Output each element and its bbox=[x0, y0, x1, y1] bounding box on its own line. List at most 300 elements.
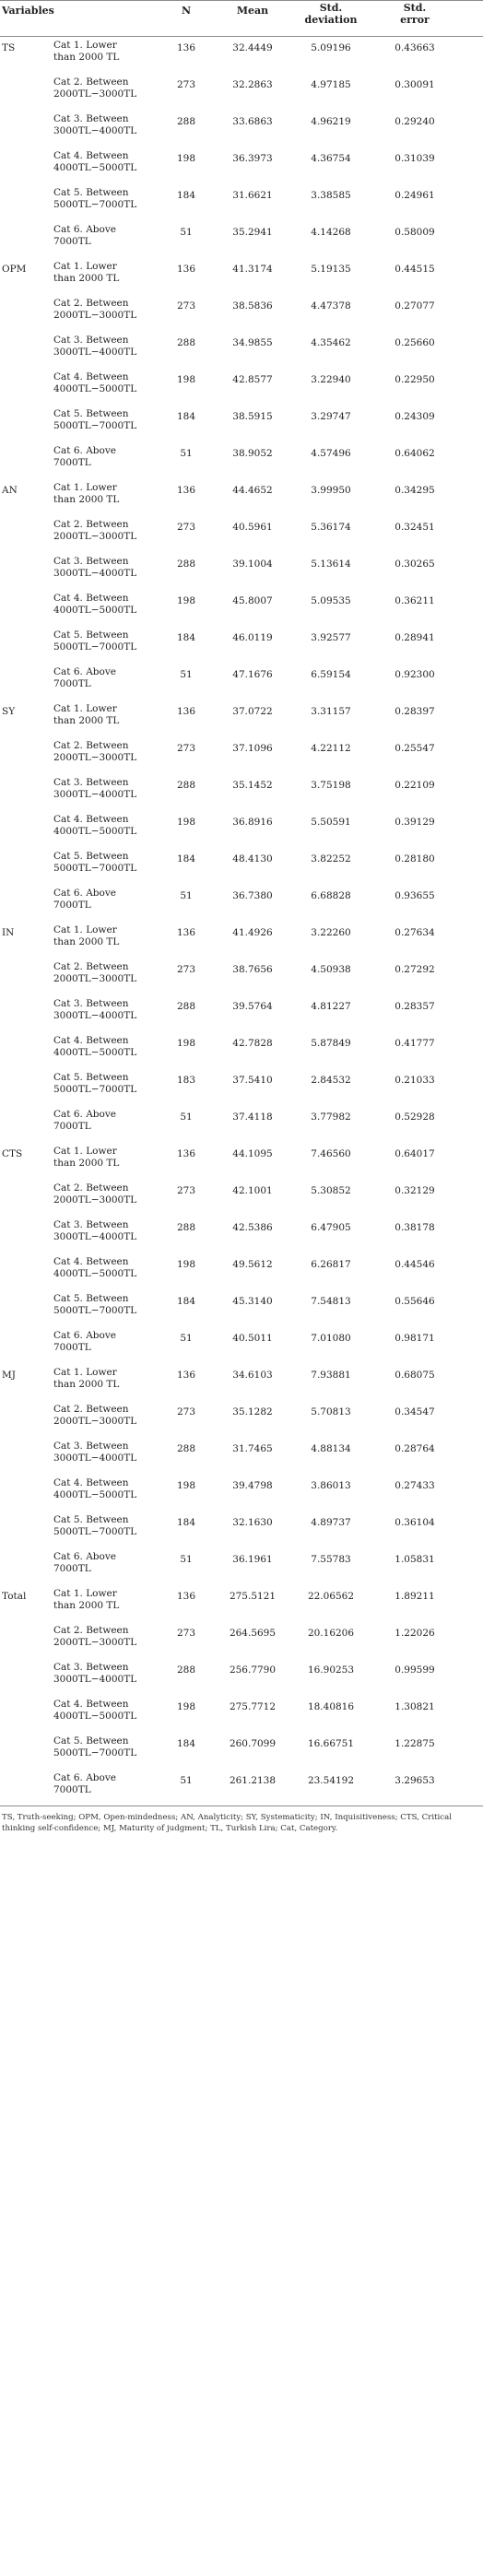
cell-std-error: 1.89211 bbox=[395, 1591, 435, 1602]
cell-category: Cat 6. Above 7000TL bbox=[53, 1551, 116, 1574]
cell-mean: 256.7790 bbox=[229, 1664, 277, 1676]
table-row bbox=[0, 1253, 483, 1290]
table-row bbox=[0, 1364, 483, 1401]
table-row bbox=[0, 1438, 483, 1475]
cell-mean: 35.1282 bbox=[232, 1406, 273, 1417]
cell-mean: 36.7380 bbox=[232, 890, 273, 901]
table-row bbox=[0, 627, 483, 664]
cell-n: 198 bbox=[176, 1701, 196, 1712]
table-row bbox=[0, 479, 483, 516]
cell-mean: 45.8007 bbox=[232, 595, 273, 606]
cell-std-deviation: 20.16206 bbox=[307, 1628, 355, 1639]
cell-std-deviation: 7.54813 bbox=[311, 1296, 351, 1307]
cell-category: Cat 6. Above 7000TL bbox=[53, 445, 116, 468]
table-row bbox=[0, 1327, 483, 1364]
cell-std-deviation: 16.66751 bbox=[307, 1738, 355, 1749]
cell-n: 136 bbox=[176, 485, 196, 496]
cell-n: 288 bbox=[176, 116, 196, 127]
table-row bbox=[0, 147, 483, 184]
cell-std-error: 0.28397 bbox=[395, 706, 435, 717]
table-row bbox=[0, 885, 483, 922]
cell-category: Cat 4. Between 4000TL−5000TL bbox=[53, 593, 137, 616]
cell-variable: MJ bbox=[2, 1370, 16, 1381]
cell-category: Cat 1. Lower than 2000 TL bbox=[53, 1588, 120, 1611]
table-row bbox=[0, 922, 483, 959]
cell-n: 288 bbox=[176, 1222, 196, 1233]
table-row bbox=[0, 1585, 483, 1622]
cell-n: 184 bbox=[176, 1738, 196, 1749]
cell-std-error: 0.55646 bbox=[395, 1296, 435, 1307]
cell-mean: 41.3174 bbox=[232, 264, 273, 275]
cell-std-error: 0.32129 bbox=[395, 1185, 435, 1196]
cell-category: Cat 2. Between 2000TL−3000TL bbox=[53, 961, 137, 984]
cell-std-deviation: 18.40816 bbox=[307, 1701, 355, 1712]
cell-n: 273 bbox=[176, 743, 196, 754]
table-row bbox=[0, 664, 483, 700]
cell-category: Cat 4. Between 4000TL−5000TL bbox=[53, 371, 137, 394]
cell-mean: 38.7656 bbox=[232, 964, 273, 975]
cell-std-deviation: 4.57496 bbox=[311, 448, 351, 459]
cell-std-error: 0.68075 bbox=[395, 1370, 435, 1381]
cell-std-error: 0.30265 bbox=[395, 559, 435, 570]
cell-std-deviation: 3.38585 bbox=[311, 190, 351, 201]
cell-mean: 36.3973 bbox=[232, 153, 273, 164]
cell-std-deviation: 4.47378 bbox=[311, 300, 351, 312]
cell-std-deviation: 6.47905 bbox=[311, 1222, 351, 1233]
cell-mean: 37.5410 bbox=[232, 1075, 273, 1086]
cell-std-deviation: 5.36174 bbox=[311, 522, 351, 533]
cell-category: Cat 4. Between 4000TL−5000TL bbox=[53, 814, 137, 837]
cell-category: Cat 1. Lower than 2000 TL bbox=[53, 703, 120, 726]
cell-mean: 275.5121 bbox=[229, 1591, 277, 1602]
cell-std-error: 1.30821 bbox=[395, 1701, 435, 1712]
cell-n: 183 bbox=[176, 1075, 196, 1086]
cell-n: 198 bbox=[176, 595, 196, 606]
cell-std-error: 0.38178 bbox=[395, 1222, 435, 1233]
cell-category: Cat 1. Lower than 2000 TL bbox=[53, 482, 120, 505]
cell-std-deviation: 4.14268 bbox=[311, 227, 351, 238]
table-row bbox=[0, 221, 483, 258]
cell-mean: 39.5764 bbox=[232, 1001, 273, 1012]
cell-mean: 37.1096 bbox=[232, 743, 273, 754]
cell-mean: 264.5695 bbox=[229, 1628, 277, 1639]
cell-n: 136 bbox=[176, 264, 196, 275]
table-row bbox=[0, 1180, 483, 1217]
cell-std-error: 0.44515 bbox=[395, 264, 435, 275]
cell-mean: 39.1004 bbox=[232, 559, 273, 570]
cell-std-error: 0.27433 bbox=[395, 1480, 435, 1491]
cell-category: Cat 3. Between 3000TL−4000TL bbox=[53, 1219, 137, 1242]
cell-n: 198 bbox=[176, 153, 196, 164]
cell-std-deviation: 3.92577 bbox=[311, 632, 351, 643]
cell-category: Cat 6. Above 7000TL bbox=[53, 666, 116, 689]
cell-mean: 31.7465 bbox=[232, 1443, 273, 1454]
cell-variable: CTS bbox=[2, 1148, 23, 1159]
cell-mean: 48.4130 bbox=[232, 853, 273, 865]
cell-category: Cat 5. Between 5000TL−7000TL bbox=[53, 1514, 137, 1537]
cell-category: Cat 5. Between 5000TL−7000TL bbox=[53, 1735, 137, 1759]
table-row bbox=[0, 1401, 483, 1438]
table-row bbox=[0, 1548, 483, 1585]
cell-mean: 38.5836 bbox=[232, 300, 273, 312]
cell-std-error: 0.64062 bbox=[395, 448, 435, 459]
cell-std-error: 0.28941 bbox=[395, 632, 435, 643]
cell-n: 184 bbox=[176, 853, 196, 865]
cell-n: 51 bbox=[180, 1112, 193, 1123]
cell-std-deviation: 3.86013 bbox=[311, 1480, 351, 1491]
cell-category: Cat 1. Lower than 2000 TL bbox=[53, 1146, 120, 1169]
cell-n: 51 bbox=[180, 1554, 193, 1565]
cell-n: 51 bbox=[180, 1333, 193, 1344]
cell-mean: 35.1452 bbox=[232, 780, 273, 791]
cell-n: 184 bbox=[176, 1296, 196, 1307]
cell-std-deviation: 5.30852 bbox=[311, 1185, 351, 1196]
cell-category: Cat 2. Between 2000TL−3000TL bbox=[53, 740, 137, 763]
cell-std-error: 0.99599 bbox=[395, 1664, 435, 1676]
cell-category: Cat 4. Between 4000TL−5000TL bbox=[53, 1699, 137, 1722]
cell-std-error: 0.34295 bbox=[395, 485, 435, 496]
cell-std-deviation: 5.09535 bbox=[311, 595, 351, 606]
table-row bbox=[0, 1733, 483, 1770]
cell-category: Cat 6. Above 7000TL bbox=[53, 1772, 116, 1795]
cell-n: 184 bbox=[176, 190, 196, 201]
cell-std-error: 0.34547 bbox=[395, 1406, 435, 1417]
cell-std-error: 0.21033 bbox=[395, 1075, 435, 1086]
cell-n: 136 bbox=[176, 1148, 196, 1159]
cell-std-deviation: 7.93881 bbox=[311, 1370, 351, 1381]
table-row bbox=[0, 111, 483, 147]
table-row bbox=[0, 1069, 483, 1106]
table-row bbox=[0, 1032, 483, 1069]
cell-n: 198 bbox=[176, 1480, 196, 1491]
cell-n: 273 bbox=[176, 1628, 196, 1639]
cell-category: Cat 3. Between 3000TL−4000TL bbox=[53, 1662, 137, 1685]
table-body bbox=[0, 37, 483, 1806]
table-row bbox=[0, 1143, 483, 1180]
cell-mean: 36.8916 bbox=[232, 817, 273, 828]
cell-std-error: 0.28357 bbox=[395, 1001, 435, 1012]
cell-std-error: 0.98171 bbox=[395, 1333, 435, 1344]
cell-mean: 49.5612 bbox=[232, 1259, 273, 1270]
cell-mean: 39.4798 bbox=[232, 1480, 273, 1491]
table-row bbox=[0, 1106, 483, 1143]
cell-mean: 44.4652 bbox=[232, 485, 273, 496]
cell-std-error: 0.36104 bbox=[395, 1517, 435, 1528]
table-row bbox=[0, 1770, 483, 1806]
cell-category: Cat 2. Between 2000TL−3000TL bbox=[53, 298, 137, 321]
cell-std-error: 0.93655 bbox=[395, 890, 435, 901]
cell-n: 273 bbox=[176, 300, 196, 312]
cell-std-error: 0.52928 bbox=[395, 1112, 435, 1123]
table-row bbox=[0, 848, 483, 885]
cell-variable: IN bbox=[2, 927, 15, 938]
cell-mean: 40.5011 bbox=[232, 1333, 273, 1344]
table-row bbox=[0, 184, 483, 221]
cell-category: Cat 6. Above 7000TL bbox=[53, 224, 116, 247]
cell-category: Cat 4. Between 4000TL−5000TL bbox=[53, 1035, 137, 1058]
cell-n: 288 bbox=[176, 1664, 196, 1676]
cell-variable: SY bbox=[2, 706, 16, 717]
cell-n: 184 bbox=[176, 411, 196, 422]
cell-n: 198 bbox=[176, 374, 196, 385]
cell-std-error: 0.39129 bbox=[395, 817, 435, 828]
cell-mean: 260.7099 bbox=[229, 1738, 277, 1749]
cell-n: 288 bbox=[176, 337, 196, 348]
cell-n: 288 bbox=[176, 1001, 196, 1012]
cell-mean: 42.8577 bbox=[232, 374, 273, 385]
cell-mean: 45.3140 bbox=[232, 1296, 273, 1307]
cell-std-error: 0.41777 bbox=[395, 1038, 435, 1049]
cell-std-deviation: 4.36754 bbox=[311, 153, 351, 164]
cell-std-deviation: 4.96219 bbox=[311, 116, 351, 127]
cell-variable: TS bbox=[2, 42, 16, 53]
cell-n: 51 bbox=[180, 669, 193, 680]
cell-std-error: 1.22026 bbox=[395, 1628, 435, 1639]
cell-category: Cat 1. Lower than 2000 TL bbox=[53, 1367, 120, 1390]
cell-std-deviation: 3.29747 bbox=[311, 411, 351, 422]
cell-std-deviation: 5.50591 bbox=[311, 817, 351, 828]
cell-std-deviation: 7.01080 bbox=[311, 1333, 351, 1344]
cell-std-deviation: 22.06562 bbox=[307, 1591, 355, 1602]
cell-category: Cat 6. Above 7000TL bbox=[53, 1109, 116, 1132]
header-variables: Variables bbox=[2, 5, 54, 17]
table-row bbox=[0, 332, 483, 369]
cell-category: Cat 3. Between 3000TL−4000TL bbox=[53, 1441, 137, 1464]
cell-std-deviation: 3.75198 bbox=[311, 780, 351, 791]
header-std-error: Std. error bbox=[400, 2, 430, 26]
cell-std-error: 0.28180 bbox=[395, 853, 435, 865]
cell-std-error: 0.25547 bbox=[395, 743, 435, 754]
cell-n: 136 bbox=[176, 1591, 196, 1602]
table-row bbox=[0, 74, 483, 111]
table-row bbox=[0, 1475, 483, 1511]
cell-std-deviation: 4.35462 bbox=[311, 337, 351, 348]
cell-n: 136 bbox=[176, 42, 196, 53]
cell-category: Cat 3. Between 3000TL−4000TL bbox=[53, 777, 137, 800]
cell-variable: AN bbox=[2, 485, 18, 496]
cell-n: 51 bbox=[180, 890, 193, 901]
cell-std-deviation: 3.22940 bbox=[311, 374, 351, 385]
cell-mean: 33.6863 bbox=[232, 116, 273, 127]
table-row bbox=[0, 442, 483, 479]
cell-n: 198 bbox=[176, 1038, 196, 1049]
cell-std-error: 0.22109 bbox=[395, 780, 435, 791]
table-row bbox=[0, 1217, 483, 1253]
cell-category: Cat 5. Between 5000TL−7000TL bbox=[53, 1072, 137, 1095]
cell-std-deviation: 6.68828 bbox=[311, 890, 351, 901]
cell-mean: 46.0119 bbox=[232, 632, 273, 643]
cell-std-error: 0.22950 bbox=[395, 374, 435, 385]
table-row bbox=[0, 811, 483, 848]
cell-mean: 44.1095 bbox=[232, 1148, 273, 1159]
cell-std-error: 3.29653 bbox=[395, 1775, 435, 1786]
cell-std-deviation: 16.90253 bbox=[307, 1664, 355, 1676]
cell-std-deviation: 3.22260 bbox=[311, 927, 351, 938]
cell-n: 273 bbox=[176, 522, 196, 533]
table-row bbox=[0, 737, 483, 774]
header-mean: Mean bbox=[236, 5, 269, 17]
table-row bbox=[0, 590, 483, 627]
cell-std-deviation: 3.31157 bbox=[311, 706, 351, 717]
cell-mean: 42.7828 bbox=[232, 1038, 273, 1049]
cell-category: Cat 5. Between 5000TL−7000TL bbox=[53, 187, 137, 210]
cell-mean: 38.5915 bbox=[232, 411, 273, 422]
cell-n: 288 bbox=[176, 780, 196, 791]
cell-std-deviation: 5.13614 bbox=[311, 559, 351, 570]
cell-std-error: 0.28764 bbox=[395, 1443, 435, 1454]
cell-category: Cat 1. Lower than 2000 TL bbox=[53, 261, 120, 284]
cell-mean: 34.9855 bbox=[232, 337, 273, 348]
cell-std-error: 0.27292 bbox=[395, 964, 435, 975]
table-row bbox=[0, 516, 483, 553]
table-row bbox=[0, 258, 483, 295]
cell-variable: OPM bbox=[2, 264, 27, 275]
cell-std-error: 0.29240 bbox=[395, 116, 435, 127]
table-row bbox=[0, 1511, 483, 1548]
cell-mean: 47.1676 bbox=[232, 669, 273, 680]
cell-std-error: 0.30091 bbox=[395, 79, 435, 90]
cell-n: 198 bbox=[176, 1259, 196, 1270]
cell-mean: 261.2138 bbox=[229, 1775, 277, 1786]
cell-mean: 32.2863 bbox=[232, 79, 273, 90]
cell-category: Cat 5. Between 5000TL−7000TL bbox=[53, 408, 137, 431]
cell-n: 273 bbox=[176, 1406, 196, 1417]
cell-mean: 37.0722 bbox=[232, 706, 273, 717]
cell-std-error: 0.24309 bbox=[395, 411, 435, 422]
cell-n: 51 bbox=[180, 1775, 193, 1786]
cell-mean: 275.7712 bbox=[229, 1701, 277, 1712]
cell-mean: 31.6621 bbox=[232, 190, 273, 201]
cell-category: Cat 5. Between 5000TL−7000TL bbox=[53, 629, 137, 653]
cell-std-deviation: 3.82252 bbox=[311, 853, 351, 865]
cell-std-error: 0.43663 bbox=[395, 42, 435, 53]
table-row bbox=[0, 553, 483, 590]
cell-n: 273 bbox=[176, 79, 196, 90]
cell-std-error: 0.25660 bbox=[395, 337, 435, 348]
table-row bbox=[0, 959, 483, 995]
cell-std-deviation: 5.09196 bbox=[311, 42, 351, 53]
cell-std-deviation: 7.46560 bbox=[311, 1148, 351, 1159]
cell-std-deviation: 4.50938 bbox=[311, 964, 351, 975]
cell-std-error: 0.44546 bbox=[395, 1259, 435, 1270]
cell-n: 136 bbox=[176, 706, 196, 717]
cell-n: 198 bbox=[176, 817, 196, 828]
cell-std-error: 0.27077 bbox=[395, 300, 435, 312]
cell-std-deviation: 23.54192 bbox=[307, 1775, 355, 1786]
table-row bbox=[0, 1659, 483, 1696]
cell-n: 288 bbox=[176, 559, 196, 570]
table-row bbox=[0, 700, 483, 737]
table-row bbox=[0, 995, 483, 1032]
cell-std-deviation: 3.77982 bbox=[311, 1112, 351, 1123]
cell-category: Cat 6. Above 7000TL bbox=[53, 888, 116, 911]
header-n: N bbox=[181, 5, 192, 17]
cell-mean: 34.6103 bbox=[232, 1370, 273, 1381]
cell-std-error: 0.32451 bbox=[395, 522, 435, 533]
cell-mean: 40.5961 bbox=[232, 522, 273, 533]
table-row bbox=[0, 1696, 483, 1733]
cell-mean: 41.4926 bbox=[232, 927, 273, 938]
table-footnote: TS, Truth-seeking; OPM, Open-mindedness; AN, Analyticity; SY, Systematicity; IN, Inquisitiveness; CTS, Critical thinking self-confidence; MJ, Maturity of judgment; TL, Turkish Lira; Cat, Category. bbox=[2, 1813, 452, 1833]
cell-category: Cat 2. Between 2000TL−3000TL bbox=[53, 76, 137, 100]
cell-std-deviation: 5.19135 bbox=[311, 264, 351, 275]
cell-std-deviation: 7.55783 bbox=[311, 1554, 351, 1565]
cell-category: Cat 2. Between 2000TL−3000TL bbox=[53, 1625, 137, 1648]
cell-std-error: 0.64017 bbox=[395, 1148, 435, 1159]
table-row bbox=[0, 1622, 483, 1659]
cell-std-deviation: 4.81227 bbox=[311, 1001, 351, 1012]
cell-mean: 42.5386 bbox=[232, 1222, 273, 1233]
cell-std-error: 0.58009 bbox=[395, 227, 435, 238]
cell-variable: Total bbox=[2, 1591, 27, 1602]
cell-std-deviation: 4.89737 bbox=[311, 1517, 351, 1528]
cell-category: Cat 1. Lower than 2000 TL bbox=[53, 40, 120, 63]
cell-std-deviation: 4.97185 bbox=[311, 79, 351, 90]
cell-std-error: 0.24961 bbox=[395, 190, 435, 201]
cell-std-error: 0.36211 bbox=[395, 595, 435, 606]
cell-mean: 32.1630 bbox=[232, 1517, 273, 1528]
cell-n: 136 bbox=[176, 1370, 196, 1381]
cell-std-deviation: 4.22112 bbox=[311, 743, 351, 754]
table-header-row bbox=[0, 0, 483, 37]
table-row bbox=[0, 295, 483, 332]
cell-n: 184 bbox=[176, 1517, 196, 1528]
cell-std-deviation: 3.99950 bbox=[311, 485, 351, 496]
cell-category: Cat 5. Between 5000TL−7000TL bbox=[53, 1293, 137, 1316]
cell-n: 51 bbox=[180, 227, 193, 238]
cell-n: 136 bbox=[176, 927, 196, 938]
cell-n: 184 bbox=[176, 632, 196, 643]
cell-category: Cat 4. Between 4000TL−5000TL bbox=[53, 1256, 137, 1279]
cell-category: Cat 2. Between 2000TL−3000TL bbox=[53, 1182, 137, 1206]
cell-n: 288 bbox=[176, 1443, 196, 1454]
cell-category: Cat 3. Between 3000TL−4000TL bbox=[53, 998, 137, 1021]
cell-std-error: 1.22875 bbox=[395, 1738, 435, 1749]
table-row bbox=[0, 774, 483, 811]
cell-n: 51 bbox=[180, 448, 193, 459]
cell-mean: 38.9052 bbox=[232, 448, 273, 459]
table-row bbox=[0, 369, 483, 406]
cell-category: Cat 3. Between 3000TL−4000TL bbox=[53, 113, 137, 136]
cell-std-deviation: 2.84532 bbox=[311, 1075, 351, 1086]
cell-category: Cat 2. Between 2000TL−3000TL bbox=[53, 1404, 137, 1427]
cell-mean: 35.2941 bbox=[232, 227, 273, 238]
cell-std-deviation: 6.26817 bbox=[311, 1259, 351, 1270]
cell-std-deviation: 6.59154 bbox=[311, 669, 351, 680]
cell-mean: 32.4449 bbox=[232, 42, 273, 53]
table-row bbox=[0, 37, 483, 74]
table-row bbox=[0, 1290, 483, 1327]
cell-std-deviation: 5.70813 bbox=[311, 1406, 351, 1417]
cell-std-deviation: 5.87849 bbox=[311, 1038, 351, 1049]
cell-category: Cat 4. Between 4000TL−5000TL bbox=[53, 150, 137, 173]
cell-category: Cat 3. Between 3000TL−4000TL bbox=[53, 335, 137, 358]
cell-category: Cat 6. Above 7000TL bbox=[53, 1330, 116, 1353]
cell-std-error: 1.05831 bbox=[395, 1554, 435, 1565]
cell-std-deviation: 4.88134 bbox=[311, 1443, 351, 1454]
cell-std-error: 0.27634 bbox=[395, 927, 435, 938]
cell-std-error: 0.31039 bbox=[395, 153, 435, 164]
cell-mean: 36.1961 bbox=[232, 1554, 273, 1565]
header-std-deviation: Std. deviation bbox=[304, 2, 358, 26]
cell-category: Cat 4. Between 4000TL−5000TL bbox=[53, 1477, 137, 1500]
cell-n: 273 bbox=[176, 964, 196, 975]
cell-mean: 42.1001 bbox=[232, 1185, 273, 1196]
cell-category: Cat 3. Between 3000TL−4000TL bbox=[53, 556, 137, 579]
cell-n: 273 bbox=[176, 1185, 196, 1196]
cell-std-error: 0.92300 bbox=[395, 669, 435, 680]
table-row bbox=[0, 406, 483, 442]
